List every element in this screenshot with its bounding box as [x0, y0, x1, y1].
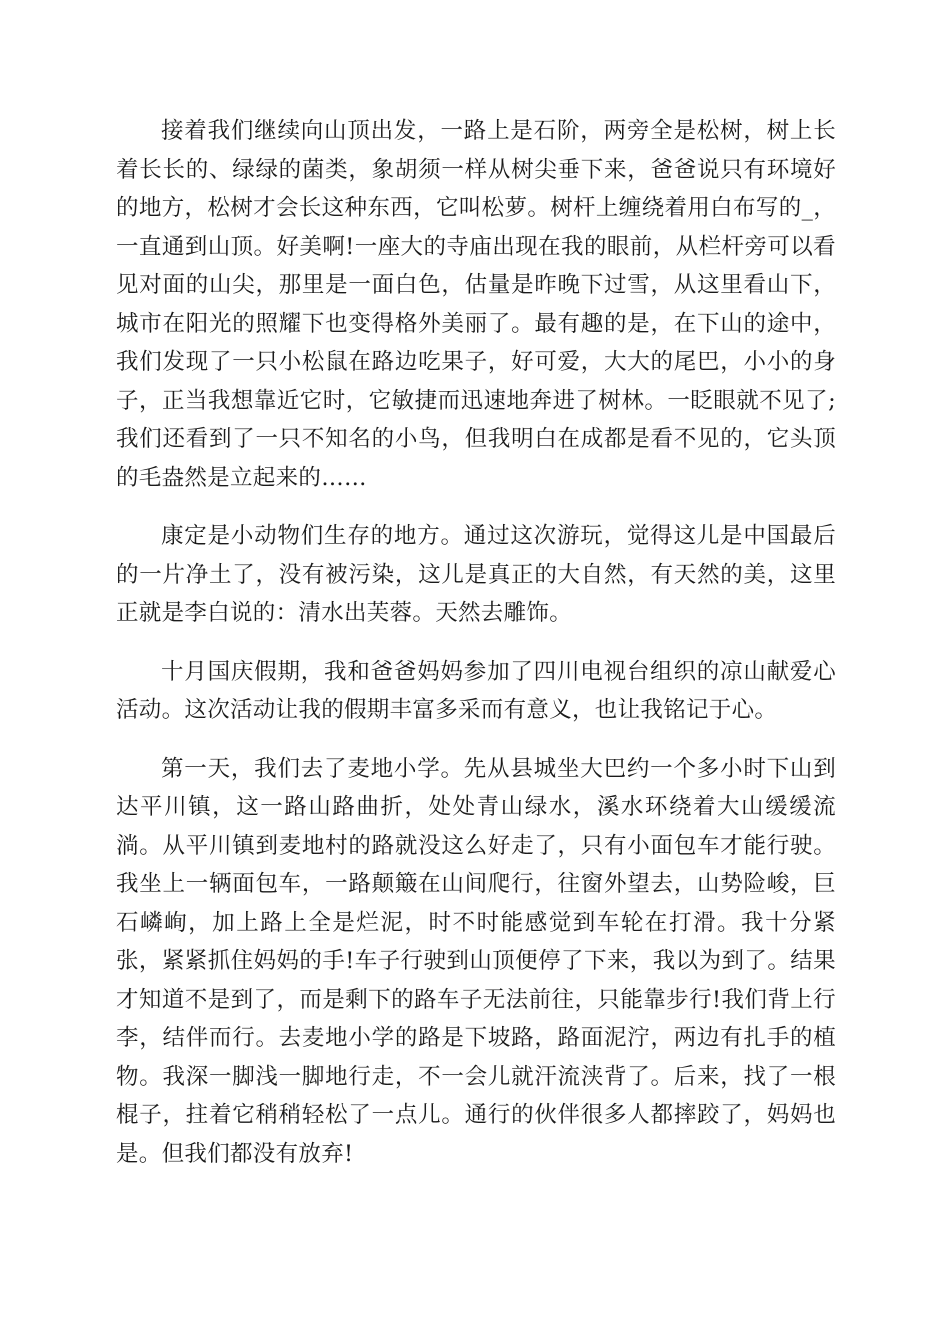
document-body [116, 112, 836, 1173]
paragraph-1: 接着我们继续向山顶出发，一路上是石阶，两旁全是松树，树上长着长长的、绿绿的菌类，象胡须一样从树尖垂下来，爸爸说只有环境好的地方，松树才会长这种东西，它叫松萝。树杆上缠绕着用白布写的_，一直通到山顶。好美啊!一座大的寺庙出现在我的眼前，从栏杆旁可以看见对面的山尖，那里是一面白色，估量是昨晚下过雪，从这里看山下，城市在阳光的照耀下也变得格外美丽了。最有趣的是，在下山的途中，我们发现了一只小松鼠在路边吃果子，好可爱，大大的尾巴，小小的身子，正当我想靠近它时，它敏捷而迅速地奔进了树林。一眨眼就不见了;我们还看到了一只不知名的小鸟，但我明白在成都是看不见的，它头顶的毛盎然是立起来的…… [116, 118, 836, 491]
paragraph-4: 第一天，我们去了麦地小学。先从县城坐大巴约一个多小时下山到达平川镇，这一路山路曲折，处处青山绿水，溪水环绕着大山缓缓流淌。从平川镇到麦地村的路就没这么好走了，只有小面包车才能行驶。我坐上一辆面包车，一路颠簸在山间爬行，往窗外望去，山势险峻，巨石嶙峋，加上路上全是烂泥，时不时能感觉到车轮在打滑。我十分紧张，紧紧抓住妈妈的手!车子行驶到山顶便停了下来，我以为到了。结果才知道不是到了，而是剩下的路车子无法前往，只能靠步行!我们背上行李，结伴而行。去麦地小学的路是下坡路，路面泥泞，两边有扎手的植物。我深一脚浅一脚地行走，不一会儿就汗流浃背了。后来，找了一根棍子，拄着它稍稍轻松了一点儿。通行的伙伴很多人都摔跤了，妈妈也是。但我们都没有放弃! [116, 755, 836, 1167]
paragraph-3: 十月国庆假期，我和爸爸妈妈参加了四川电视台组织的凉山献爱心活动。这次活动让我的假期丰富多采而有意义，也让我铭记于心。 [116, 658, 836, 723]
paragraph-2: 康定是小动物们生存的地方。通过这次游玩，觉得这儿是中国最后的一片净土了，没有被污染，这儿是真正的大自然，有天然的美，这里正就是李白说的：清水出芙蓉。天然去雕饰。 [116, 523, 836, 626]
